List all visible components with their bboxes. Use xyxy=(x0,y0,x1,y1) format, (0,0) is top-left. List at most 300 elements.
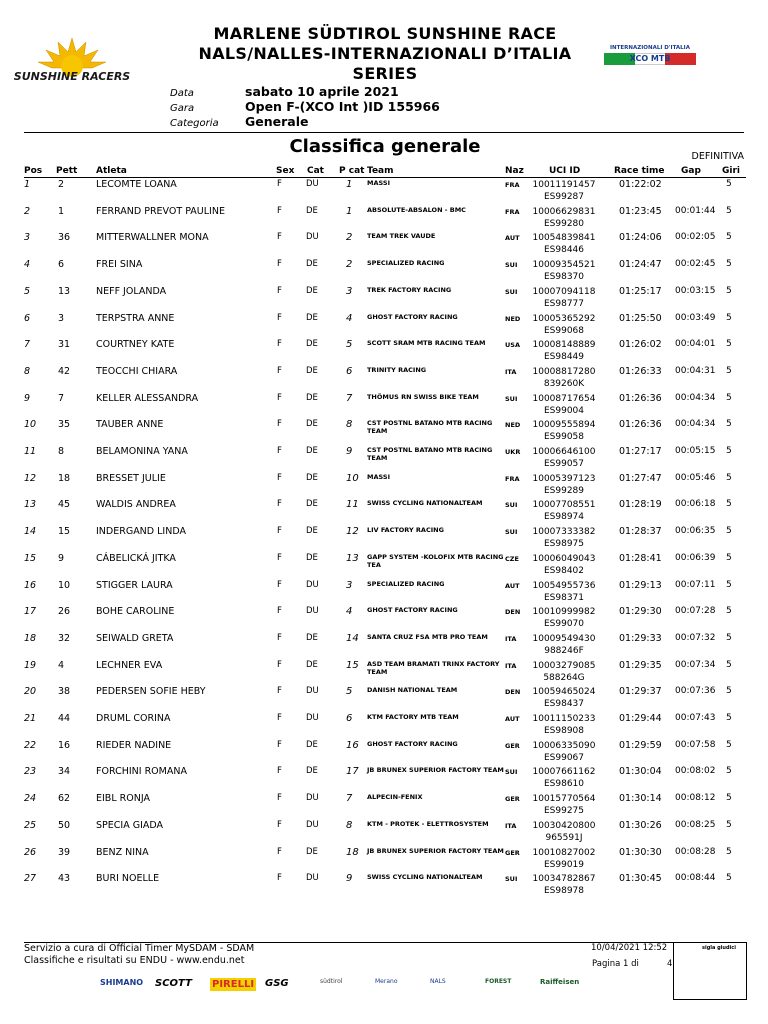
pett-cell: 6 xyxy=(58,259,65,271)
pos-cell: 7 xyxy=(24,339,31,351)
cat-cell: DE xyxy=(306,365,318,376)
footer-results-link: Classifiche e risultati su ENDU - www.endu.net xyxy=(24,955,245,966)
nation-cell: GER xyxy=(505,741,520,750)
sex-cell: F xyxy=(277,739,282,750)
svg-text:SUNSHINE RACERS: SUNSHINE RACERS xyxy=(13,70,131,83)
table-row xyxy=(0,179,768,206)
race-time-cell: 01:25:50 xyxy=(619,312,662,324)
cat-cell: DE xyxy=(306,285,318,296)
athlete-name: DRUML CORINA xyxy=(96,713,171,724)
race-time-cell: 01:27:47 xyxy=(619,472,662,484)
uci-id-cell: 10008717654 ES99004 xyxy=(532,393,596,416)
nation-cell: UKR xyxy=(505,448,521,456)
table-row xyxy=(0,339,768,366)
table-row xyxy=(0,766,768,793)
athlete-name: RIEDER NADINE xyxy=(96,739,172,751)
gap-cell: 00:08:12 xyxy=(675,793,716,804)
pcat-cell: 8 xyxy=(346,419,353,431)
uci-id-cell: 10030420800 965591J xyxy=(532,820,596,843)
team-cell: CST POSTNL BATANO MTB RACING TEAM xyxy=(367,419,493,436)
cat-cell: DE xyxy=(306,392,318,403)
sex-cell: F xyxy=(277,419,282,430)
laps-cell: 5 xyxy=(726,232,732,243)
race-time-cell: 01:29:59 xyxy=(619,739,662,751)
cat-cell: DE xyxy=(306,846,318,857)
pcat-cell: 5 xyxy=(346,686,353,698)
cat-cell: DE xyxy=(306,419,318,430)
nation-cell: DEN xyxy=(505,688,521,697)
table-row xyxy=(0,847,768,874)
nation-cell: GER xyxy=(505,795,520,804)
race-time-cell: 01:29:35 xyxy=(619,659,662,671)
pcat-cell: 13 xyxy=(346,552,359,564)
cat-cell: DE xyxy=(306,499,318,510)
race-time-cell: 01:28:19 xyxy=(619,499,662,511)
uci-id-cell: 10054839841 ES98446 xyxy=(532,233,596,256)
pcat-cell: 15 xyxy=(346,659,359,671)
pett-cell: 2 xyxy=(58,179,65,190)
sex-cell: F xyxy=(277,552,282,563)
uci-id-cell: 10034782867 ES98978 xyxy=(532,874,596,897)
sponsor-logo: FOREST xyxy=(485,978,512,985)
categoria-value: Generale xyxy=(245,114,309,129)
race-time-cell: 01:26:33 xyxy=(619,365,662,377)
team-cell: GAPP SYSTEM -KOLOFIX MTB RACING TEA xyxy=(367,552,504,569)
race-time-cell: 01:29:30 xyxy=(619,606,662,618)
sex-cell: F xyxy=(277,232,282,243)
pos-cell: 3 xyxy=(24,232,31,244)
race-time-cell: 01:27:17 xyxy=(619,446,662,457)
pos-cell: 17 xyxy=(24,606,37,618)
pcat-cell: 4 xyxy=(346,312,353,324)
cat-cell: DU xyxy=(306,232,319,243)
sex-cell: F xyxy=(277,579,282,590)
cat-cell: DU xyxy=(306,606,319,617)
nation-cell: AUT xyxy=(505,234,520,243)
uci-id-cell: 10006629831 ES99280 xyxy=(532,206,596,229)
sex-cell: F xyxy=(277,819,282,830)
table-row xyxy=(0,232,768,259)
race-time-cell: 01:22:02 xyxy=(619,179,662,190)
uci-id-cell: 10054955736 ES98371 xyxy=(532,580,596,603)
gap-cell: 00:06:18 xyxy=(675,499,716,510)
sponsor-logo: Merano xyxy=(375,978,398,985)
pcat-cell: 9 xyxy=(346,873,353,885)
athlete-name: KELLER ALESSANDRA xyxy=(96,392,199,404)
uci-id-cell: 10007661162 ES98610 xyxy=(532,767,596,790)
nation-cell: ITA xyxy=(505,634,517,643)
gap-cell: 00:03:49 xyxy=(675,312,716,323)
laps-cell: 5 xyxy=(726,873,732,884)
uci-id-cell: 10006646100 ES99057 xyxy=(532,447,596,469)
pos-cell: 22 xyxy=(24,739,37,751)
uci-id-cell: 10007333382 ES98975 xyxy=(532,527,596,550)
pett-cell: 15 xyxy=(58,526,71,538)
pcat-cell: 1 xyxy=(346,179,353,190)
table-row xyxy=(0,446,768,473)
laps-cell: 5 xyxy=(726,713,732,723)
col-gap: Gap xyxy=(681,166,701,176)
pos-cell: 26 xyxy=(24,846,37,858)
sex-cell: F xyxy=(277,632,282,643)
race-time-cell: 01:30:45 xyxy=(619,873,662,885)
laps-cell: 5 xyxy=(726,846,732,857)
gap-cell: 00:07:34 xyxy=(675,659,716,670)
nation-cell: SUI xyxy=(505,287,518,296)
team-cell: SCOTT SRAM MTB RACING TEAM xyxy=(367,339,486,348)
col-cat: Cat xyxy=(307,166,324,176)
sponsor-logo: südtirol xyxy=(320,978,343,985)
team-cell: MASSI xyxy=(367,472,390,481)
gap-cell: 00:07:36 xyxy=(675,686,716,697)
race-time-cell: 01:29:44 xyxy=(619,713,662,724)
laps-cell: 5 xyxy=(726,579,732,590)
table-row xyxy=(0,393,768,420)
sponsor-logo: SHIMANO xyxy=(100,978,144,987)
race-time-cell: 01:29:13 xyxy=(619,579,662,591)
col-sex: Sex xyxy=(276,166,295,176)
table-row xyxy=(0,499,768,526)
race-time-cell: 01:26:36 xyxy=(619,392,662,404)
laps-cell: 5 xyxy=(726,472,732,483)
table-row xyxy=(0,793,768,820)
uci-id-cell: 10006049043 ES98402 xyxy=(532,553,596,576)
cat-cell: DU xyxy=(306,819,319,830)
team-cell: SWISS CYCLING NATIONALTEAM xyxy=(367,499,483,508)
pos-cell: 16 xyxy=(24,579,37,591)
sex-cell: F xyxy=(277,526,282,537)
event-title-line-3: SERIES xyxy=(352,64,418,83)
cat-cell: DE xyxy=(306,205,318,216)
nation-cell: SUI xyxy=(505,261,518,270)
sponsor-logo: Raiffeisen xyxy=(540,978,580,986)
col-atleta: Atleta xyxy=(96,166,127,176)
sex-cell: F xyxy=(277,285,282,296)
table-row xyxy=(0,606,768,633)
pos-cell: 5 xyxy=(24,285,31,297)
nation-cell: GER xyxy=(505,848,520,857)
pos-cell: 15 xyxy=(24,552,37,564)
pcat-cell: 6 xyxy=(346,713,353,724)
laps-cell: 5 xyxy=(726,499,732,510)
sponsor-logo: PIRELLI xyxy=(212,979,255,990)
cat-cell: DE xyxy=(306,339,318,350)
section-title: Classifica generale xyxy=(289,136,481,157)
laps-cell: 5 xyxy=(726,339,732,350)
athlete-name: MITTERWALLNER MONA xyxy=(96,232,209,244)
nation-cell: AUT xyxy=(505,715,520,723)
cat-cell: DE xyxy=(306,659,318,670)
athlete-name: FORCHINI ROMANA xyxy=(96,766,187,778)
pos-cell: 12 xyxy=(24,472,37,484)
pett-cell: 50 xyxy=(58,819,71,831)
pett-cell: 1 xyxy=(58,205,65,217)
pcat-cell: 7 xyxy=(346,392,353,404)
laps-cell: 5 xyxy=(726,205,732,216)
gap-cell: 00:04:34 xyxy=(675,419,716,430)
uci-id-cell: 10005365292 ES99068 xyxy=(532,313,596,336)
pett-cell: 35 xyxy=(58,419,71,431)
nation-cell: FRA xyxy=(505,474,520,483)
race-time-cell: 01:26:36 xyxy=(619,419,662,431)
sunshine-racers-logo xyxy=(13,36,131,94)
pett-cell: 3 xyxy=(58,312,65,324)
gap-cell: 00:01:44 xyxy=(675,205,716,216)
laps-cell: 5 xyxy=(726,766,732,777)
uci-id-cell: 10009549430 988246F xyxy=(532,633,596,656)
nation-cell: SUI xyxy=(505,501,518,510)
race-time-cell: 01:24:06 xyxy=(619,232,662,244)
laps-cell: 5 xyxy=(726,179,732,189)
race-time-cell: 01:30:26 xyxy=(619,819,662,831)
race-time-cell: 01:26:02 xyxy=(619,339,662,351)
athlete-name: BELAMONINA YANA xyxy=(96,446,188,457)
pett-cell: 42 xyxy=(58,365,71,377)
nation-cell: CZE xyxy=(505,554,519,563)
nation-cell: SUI xyxy=(505,768,518,777)
uci-id-cell: 10007708551 ES98974 xyxy=(532,500,596,523)
pos-cell: 25 xyxy=(24,819,37,831)
gap-cell: 00:02:05 xyxy=(675,232,716,243)
gap-cell: 00:08:25 xyxy=(675,819,716,830)
table-row xyxy=(0,686,768,713)
col-giri: Giri xyxy=(722,166,740,176)
nation-cell: SUI xyxy=(505,528,518,537)
pcat-cell: 18 xyxy=(346,846,359,858)
team-cell: DANISH NATIONAL TEAM xyxy=(367,686,458,695)
table-row xyxy=(0,820,768,847)
sponsor-strip xyxy=(100,972,600,1000)
pett-cell: 4 xyxy=(58,659,65,671)
pett-cell: 31 xyxy=(58,339,71,351)
internazionali-italia-logo: INTERNAZIONALI D'ITALIA XCO MTB xyxy=(604,45,696,71)
laps-cell: 5 xyxy=(726,419,732,430)
pcat-cell: 17 xyxy=(346,766,359,778)
pos-cell: 8 xyxy=(24,365,31,377)
nation-cell: ITA xyxy=(505,661,517,670)
cat-cell: DU xyxy=(306,579,319,590)
status-label: DEFINITIVA xyxy=(691,151,744,162)
gap-cell: 00:07:11 xyxy=(675,579,716,590)
col-uci: UCI ID xyxy=(549,166,581,176)
nation-cell: FRA xyxy=(505,181,520,189)
table-row xyxy=(0,740,768,767)
uci-id-cell: 10009555894 ES99058 xyxy=(532,420,596,443)
team-cell: TEAM TREK VAUDE xyxy=(367,232,436,241)
pett-cell: 62 xyxy=(58,793,71,805)
athlete-name: STIGGER LAURA xyxy=(96,579,173,591)
table-row xyxy=(0,553,768,580)
sex-cell: F xyxy=(277,339,282,350)
race-time-cell: 01:28:37 xyxy=(619,526,662,538)
col-pos: Pos xyxy=(24,166,43,176)
pett-cell: 18 xyxy=(58,472,71,484)
pcat-cell: 7 xyxy=(346,793,353,805)
event-title-line-2: NALS/NALLES-INTERNAZIONALI D’ITALIA xyxy=(198,44,572,63)
table-row xyxy=(0,206,768,233)
pos-cell: 4 xyxy=(24,259,31,271)
athlete-name: TEOCCHI CHIARA xyxy=(96,365,178,377)
pos-cell: 19 xyxy=(24,659,37,671)
judges-signature-label: sigla giudici xyxy=(702,945,736,951)
pos-cell: 24 xyxy=(24,793,37,805)
laps-cell: 5 xyxy=(726,392,732,403)
table-row xyxy=(0,313,768,340)
data-value: sabato 10 aprile 2021 xyxy=(245,84,399,99)
pett-cell: 7 xyxy=(58,392,65,404)
gap-cell: 00:05:46 xyxy=(675,472,716,483)
cat-cell: DE xyxy=(306,739,318,750)
cat-cell: DU xyxy=(306,713,319,723)
gara-value: Open F-(XCO Int )ID 155966 xyxy=(245,99,440,114)
pos-cell: 20 xyxy=(24,686,37,698)
team-cell: ALPECIN-FENIX xyxy=(367,793,423,802)
athlete-name: SEIWALD GRETA xyxy=(96,632,174,644)
cat-cell: DU xyxy=(306,179,319,189)
cat-cell: DE xyxy=(306,526,318,537)
laps-cell: 5 xyxy=(726,793,732,804)
nation-cell: SUI xyxy=(505,875,518,884)
col-naz: Naz xyxy=(505,166,524,176)
uci-id-cell: 10059465024 ES98437 xyxy=(532,687,596,710)
pett-cell: 16 xyxy=(58,739,71,751)
gap-cell: 00:06:39 xyxy=(675,552,716,563)
nation-cell: NED xyxy=(505,421,521,430)
pcat-cell: 6 xyxy=(346,365,353,377)
pos-cell: 2 xyxy=(24,205,31,217)
athlete-name: INDERGAND LINDA xyxy=(96,526,186,538)
laps-cell: 5 xyxy=(726,552,732,563)
team-cell: JB BRUNEX SUPERIOR FACTORY TEAM xyxy=(367,766,504,775)
sex-cell: F xyxy=(277,365,282,376)
pos-cell: 14 xyxy=(24,526,37,538)
sex-cell: F xyxy=(277,873,282,884)
col-pcat: P cat xyxy=(339,166,365,176)
table-row xyxy=(0,473,768,500)
uci-id-cell: 10015770564 ES99275 xyxy=(532,794,596,817)
race-time-cell: 01:30:04 xyxy=(619,766,662,778)
team-cell: GHOST FACTORY RACING xyxy=(367,312,458,321)
gap-cell: 00:08:28 xyxy=(675,846,716,857)
sex-cell: F xyxy=(277,259,282,270)
pett-cell: 43 xyxy=(58,873,71,885)
sex-cell: F xyxy=(277,205,282,216)
cat-cell: DU xyxy=(306,793,319,804)
pos-cell: 18 xyxy=(24,632,37,644)
pett-cell: 26 xyxy=(58,606,71,618)
pett-cell: 39 xyxy=(58,846,71,858)
laps-cell: 5 xyxy=(726,259,732,270)
table-row xyxy=(0,633,768,660)
footer-page-total: 4 xyxy=(667,959,673,969)
gap-cell: 00:02:45 xyxy=(675,259,716,270)
uci-id-cell: 10010999982 ES99070 xyxy=(532,607,596,630)
laps-cell: 5 xyxy=(726,659,732,670)
pett-cell: 10 xyxy=(58,579,71,591)
sex-cell: F xyxy=(277,446,282,456)
team-cell: THÖMUS RN SWISS BIKE TEAM xyxy=(367,392,479,401)
athlete-name: WALDIS ANDREA xyxy=(96,499,176,511)
laps-cell: 5 xyxy=(726,365,732,376)
col-pett: Pett xyxy=(56,166,78,176)
pett-cell: 8 xyxy=(58,446,65,457)
pcat-cell: 8 xyxy=(346,819,353,831)
sex-cell: F xyxy=(277,472,282,483)
table-row xyxy=(0,713,768,740)
team-cell: LIV FACTORY RACING xyxy=(367,526,444,535)
team-cell: TRINITY RACING xyxy=(367,365,427,374)
race-time-cell: 01:28:41 xyxy=(619,552,662,564)
uci-id-cell: 10011191457 ES99287 xyxy=(532,180,596,202)
laps-cell: 5 xyxy=(726,446,732,456)
pcat-cell: 2 xyxy=(346,232,353,244)
sponsor-logo: SCOTT xyxy=(155,978,192,989)
athlete-name: FREI SINA xyxy=(96,259,143,271)
athlete-name: BRESSET JULIE xyxy=(96,472,166,484)
race-time-cell: 01:30:14 xyxy=(619,793,662,805)
pett-cell: 13 xyxy=(58,285,71,297)
laps-cell: 5 xyxy=(726,606,732,617)
pett-cell: 44 xyxy=(58,713,71,724)
race-time-cell: 01:25:17 xyxy=(619,285,662,297)
race-time-cell: 01:23:45 xyxy=(619,205,662,217)
nation-cell: USA xyxy=(505,341,520,350)
pcat-cell: 3 xyxy=(346,579,353,591)
athlete-name: LECHNER EVA xyxy=(96,659,163,671)
footer-page-label: Pagina 1 di xyxy=(592,959,639,969)
nation-cell: AUT xyxy=(505,581,520,590)
gap-cell: 00:07:58 xyxy=(675,739,716,750)
data-label: Data xyxy=(170,88,194,99)
header-divider xyxy=(24,132,744,133)
uci-id-cell: 10011150233 ES98908 xyxy=(532,714,596,736)
sex-cell: F xyxy=(277,846,282,857)
athlete-name: CÁBELICKÁ JITKA xyxy=(96,552,176,564)
gap-cell: 00:08:02 xyxy=(675,766,716,777)
sex-cell: F xyxy=(277,606,282,617)
team-cell: TREK FACTORY RACING xyxy=(367,285,452,294)
athlete-name: EIBL RONJA xyxy=(96,793,150,805)
athlete-name: COURTNEY KATE xyxy=(96,339,175,351)
table-row xyxy=(0,873,768,900)
pcat-cell: 12 xyxy=(346,526,359,538)
nation-cell: ITA xyxy=(505,821,517,830)
athlete-name: TERPSTRA ANNE xyxy=(96,312,175,324)
uci-id-cell: 10010827002 ES99019 xyxy=(532,847,596,870)
table-row xyxy=(0,286,768,313)
event-title-line-1: MARLENE SÜDTIROL SUNSHINE RACE xyxy=(213,24,557,43)
cat-cell: DE xyxy=(306,552,318,563)
race-time-cell: 01:29:37 xyxy=(619,686,662,698)
col-time: Race time xyxy=(614,166,665,176)
pos-cell: 13 xyxy=(24,499,37,511)
nation-cell: ITA xyxy=(505,367,517,376)
gap-cell: 00:05:15 xyxy=(675,446,716,456)
sponsor-logo: GSG xyxy=(265,978,289,989)
pos-cell: 11 xyxy=(24,446,37,457)
pcat-cell: 4 xyxy=(346,606,353,618)
team-cell: SPECIALIZED RACING xyxy=(367,579,445,588)
gap-cell: 00:04:01 xyxy=(675,339,716,350)
table-row xyxy=(0,580,768,607)
table-row xyxy=(0,366,768,393)
pett-cell: 45 xyxy=(58,499,71,511)
table-header-divider xyxy=(24,177,746,178)
laps-cell: 5 xyxy=(726,285,732,296)
athlete-name: BOHE CAROLINE xyxy=(96,606,175,618)
pcat-cell: 10 xyxy=(346,472,359,484)
gap-cell: 00:07:32 xyxy=(675,632,716,643)
